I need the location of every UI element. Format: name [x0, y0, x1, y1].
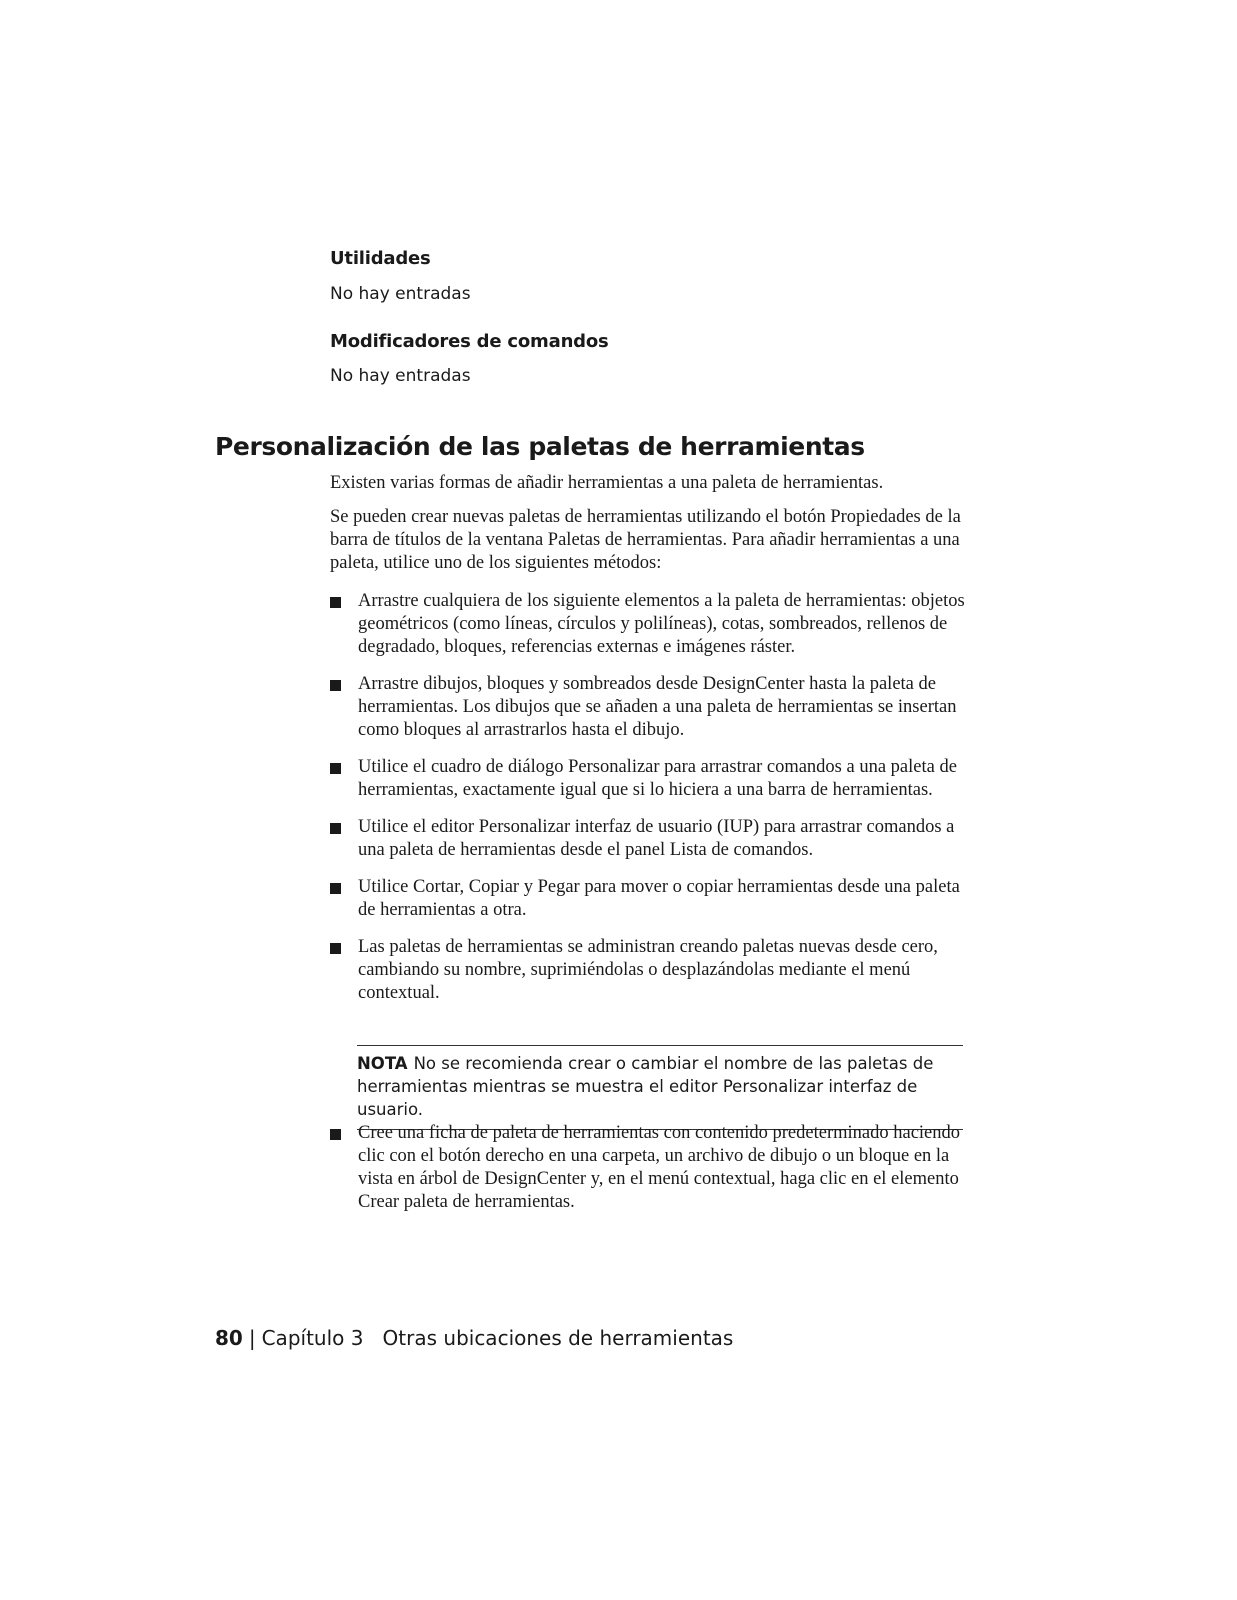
- note-text: No se recomienda crear o cambiar el nombre de las paletas de herramientas mientras se muestra el editor Personalizar interfaz de usuario.: [357, 1054, 934, 1119]
- final-list: [330, 1122, 970, 1214]
- section-title: Personalización de las paletas de herramientas: [215, 432, 865, 461]
- list-item: [330, 816, 970, 862]
- list-item-text: Utilice el cuadro de diálogo Personalizar para arrastrar comandos a una paleta de herramientas, exactamente igual que si lo hiciera a una barra de herramientas.: [358, 757, 957, 800]
- methods-paragraph: Se pueden crear nuevas paletas de herramientas utilizando el botón Propiedades de la barra de títulos de la ventana Paletas de herramientas. Para añadir herramientas a una paleta, utilice uno de los siguientes métodos:: [330, 507, 961, 573]
- note-label: NOTA: [357, 1054, 408, 1073]
- list-item: [330, 876, 970, 922]
- list-item: [330, 673, 970, 742]
- list-item-text: Utilice Cortar, Copiar y Pegar para mover o copiar herramientas desde una paleta de herramientas a otra.: [358, 877, 960, 920]
- bullet-square-icon: [330, 763, 341, 774]
- list-item-text: Arrastre dibujos, bloques y sombreados desde DesignCenter hasta la paleta de herramientas. Los dibujos que se añaden a una paleta de herramientas se insertan como bloques al arrastrarlos hasta el dibujo.: [358, 674, 957, 740]
- list-item-text: Arrastre cualquiera de los siguiente elementos a la paleta de herramientas: objetos geométricos (como líneas, círculos y polilíneas), cotas, sombreados, rellenos de degradado, bloques, referencias externas e imágenes ráster.: [358, 591, 965, 657]
- list-item: [330, 1122, 970, 1214]
- chapter-label: Capítulo 3: [261, 1326, 364, 1350]
- bullet-square-icon: [330, 883, 341, 894]
- bullet-square-icon: [330, 823, 341, 834]
- note-box: [357, 1045, 963, 1130]
- modificadores-text: No hay entradas: [330, 366, 471, 386]
- modificadores-heading: Modificadores de comandos: [330, 331, 609, 352]
- list-item-text: Las paletas de herramientas se administran creando paletas nuevas desde cero, cambiando su nombre, suprimiéndolas o desplazándolas mediante el menú contextual.: [358, 937, 938, 1003]
- intro-paragraph: Existen varias formas de añadir herramientas a una paleta de herramientas.: [330, 473, 884, 493]
- bullet-square-icon: [330, 680, 341, 691]
- methods-list: [330, 590, 970, 1005]
- page-number: 80: [215, 1326, 243, 1350]
- footer-separator: |: [248, 1326, 256, 1350]
- list-item-text: Cree una ficha de paleta de herramientas con contenido predeterminado haciendo clic con el botón derecho en una carpeta, un archivo de dibujo o un bloque en la vista en árbol de DesignCenter y, en el menú contextual, haga clic en el elemento Crear paleta de herramientas.: [358, 1123, 960, 1212]
- list-item: [330, 590, 970, 659]
- utilidades-text: No hay entradas: [330, 284, 471, 304]
- page-footer: [215, 1326, 733, 1350]
- list-item-text: Utilice el editor Personalizar interfaz de usuario (IUP) para arrastrar comandos a una paleta de herramientas desde el panel Lista de comandos.: [358, 817, 955, 860]
- chapter-title: Otras ubicaciones de herramientas: [382, 1326, 734, 1350]
- bullet-square-icon: [330, 597, 341, 608]
- list-item: [330, 756, 970, 802]
- bullet-square-icon: [330, 943, 341, 954]
- bullet-square-icon: [330, 1129, 341, 1140]
- list-item: [330, 936, 970, 1005]
- utilidades-heading: Utilidades: [330, 248, 431, 269]
